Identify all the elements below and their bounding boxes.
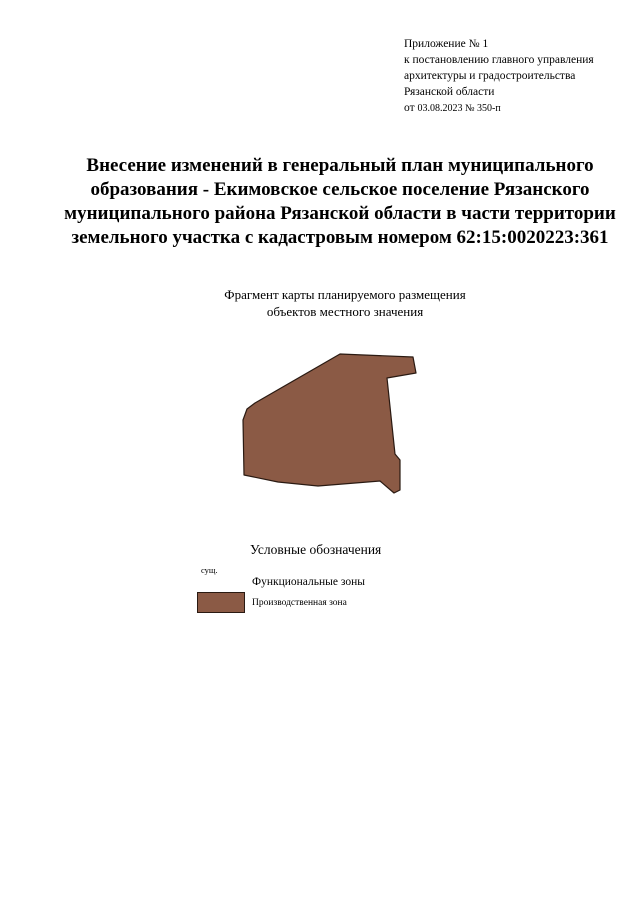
production-zone-parcel [243, 354, 416, 493]
title-line-4: земельного участка с кадастровым номером 62:15:0020223:361 [71, 227, 609, 248]
map-caption-line-1: Фрагмент карты планируемого размещения [224, 287, 466, 302]
legend-label-production-zone: Производственная зона [252, 598, 347, 608]
legend-group-functional-zones: Функциональные зоны [252, 576, 365, 588]
title-line-1: Внесение изменений в генеральный план муниципального [86, 155, 594, 176]
title-line-3: муниципального района Рязанской области в части территории [64, 203, 616, 224]
legend-title: Условные обозначения [250, 542, 382, 557]
appendix-line-resolution: к постановлению главного управления [404, 54, 594, 66]
legend-status-label: сущ. [201, 565, 218, 575]
map-caption-line-2: объектов местного значения [266, 304, 424, 319]
title-line-2: образования - Екимовское сельское поселение Рязанского [90, 179, 590, 200]
document-title [30, 154, 640, 250]
appendix-date-value: 03.08.2023 № 350-п [417, 103, 501, 114]
appendix-block [404, 36, 636, 117]
appendix-number: Приложение № 1 [404, 38, 489, 50]
map-fragment [230, 345, 430, 505]
appendix-line-region: Рязанской области [404, 86, 495, 98]
appendix-date-prefix: от [404, 102, 415, 114]
map-caption [160, 286, 530, 320]
appendix-date-line [404, 100, 636, 117]
legend-swatch-production-zone [197, 592, 245, 613]
appendix-line-department: архитектуры и градостроительства [404, 70, 576, 82]
